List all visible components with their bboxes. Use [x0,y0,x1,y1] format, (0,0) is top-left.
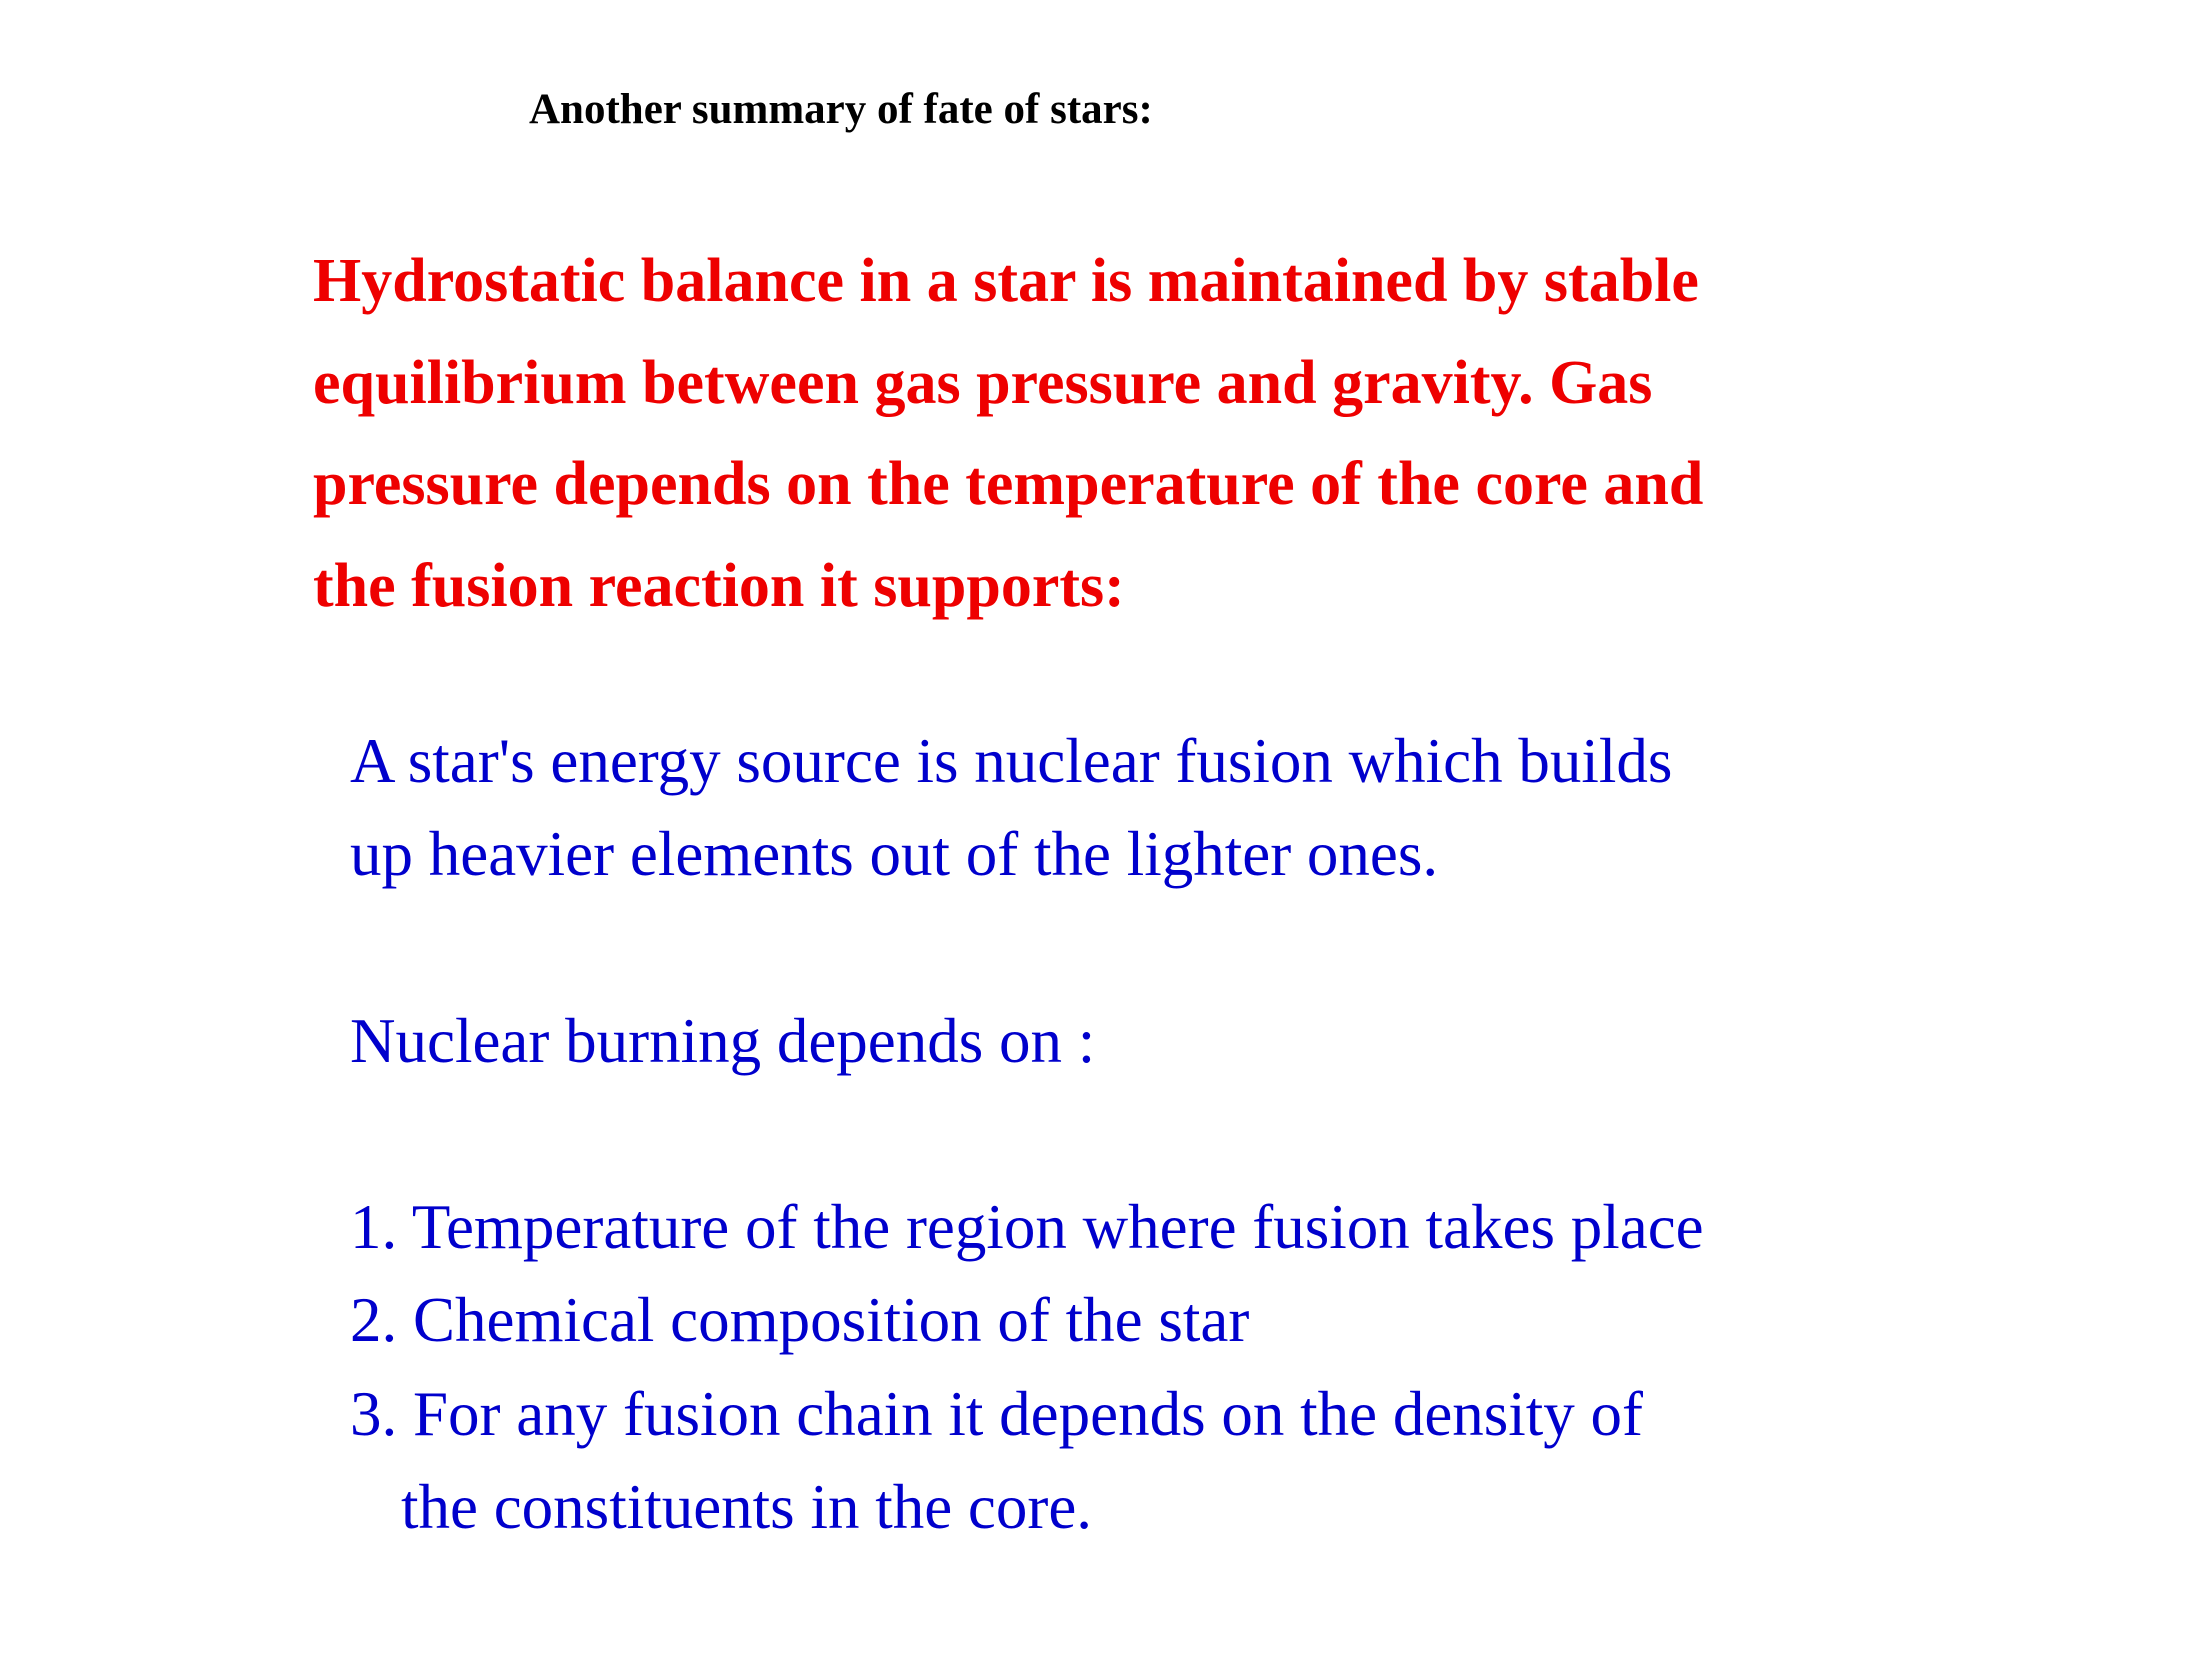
list-item-continuation: the constituents in the core. [401,1472,1093,1542]
list-item: 3. For any fusion chain it depends on the density of [350,1379,1644,1449]
list-item: 2. Chemical composition of the star [350,1285,1250,1355]
energy-line: A star's energy source is nuclear fusion which builds [350,726,1673,796]
page-title: Another summary of fate of stars: [529,86,1153,133]
intro-line: equilibrium between gas pressure and gravity. Gas [313,349,1653,417]
list-item: 1. Temperature of the region where fusion takes place [350,1192,1704,1262]
intro-line: the fusion reaction it supports: [313,552,1125,620]
intro-line: pressure depends on the temperature of the core and [313,450,1704,518]
intro-line: Hydrostatic balance in a star is maintained by stable [313,247,1699,315]
burning-heading: Nuclear burning depends on : [350,1006,1096,1076]
energy-line: up heavier elements out of the lighter ones. [350,819,1439,889]
